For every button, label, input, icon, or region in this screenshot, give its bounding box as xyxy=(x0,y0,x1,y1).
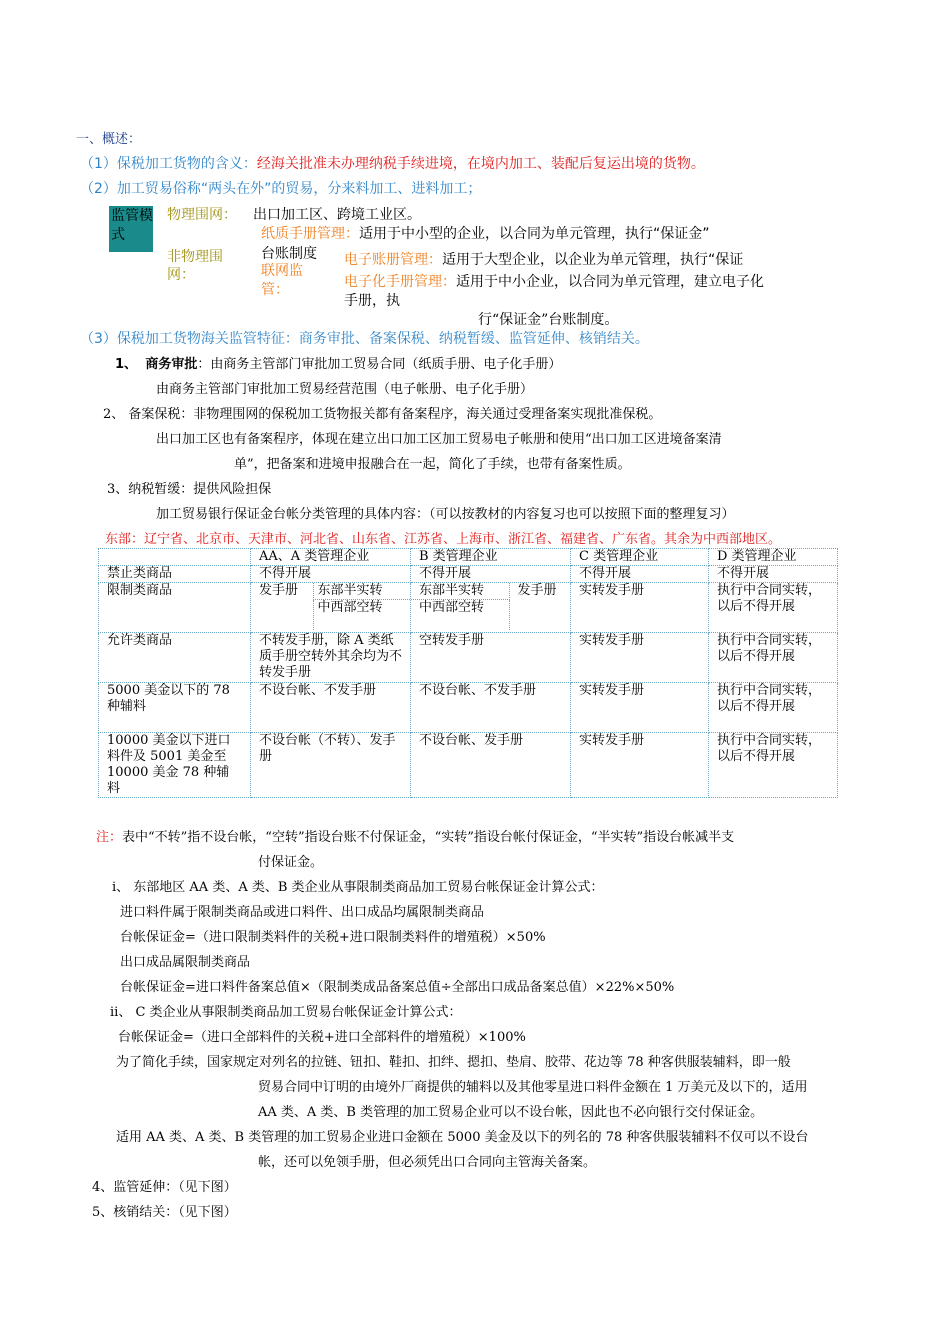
formula-i-line-4: 台帐保证金=进口料件备案总值×（限制类成品备案总值÷全部出口成品备案总值）×22%×50% xyxy=(120,980,675,995)
item-4-line: 4、监管延伸：（见下图） xyxy=(92,1180,237,1195)
table-cell: 实转发手册 xyxy=(571,583,709,633)
table-note-line xyxy=(96,826,734,845)
item-3-line-1: 3、纳税暂缓：提供风险担保 xyxy=(107,482,272,497)
non-physical-fence-label: 非物理围网： xyxy=(167,249,223,283)
item-1-num: 1、 xyxy=(115,357,138,372)
paper-manual-line xyxy=(261,223,710,243)
table-cell: 不设台帐（不转）、发手册 xyxy=(251,733,411,798)
supervision-features-line: （3）保税加工货物海关监管特征：商务审批、备案保税、纳税暂缓、监管延伸、核销结关。 xyxy=(80,331,649,347)
guarantee-classification-table xyxy=(98,548,838,798)
east-region-note: 东部：辽宁省、北京市、天津市、河北省、山东省、江苏省、上海市、浙江省、福建省、广东省。其余为中西部地区。 xyxy=(105,532,782,547)
table-cell: 不转发手册，除 A 类纸质手册空转外其余均为不转发手册 xyxy=(251,633,411,683)
formula-ii-line-6: 帐，还可以免领手册，但必须凭出口合同向主管海关备案。 xyxy=(258,1155,597,1170)
formula-i-line-2: 台帐保证金=（进口限制类料件的关税+进口限制类料件的增殖税）×50% xyxy=(120,930,546,945)
item-1-text: ：由商务主管部门审批加工贸易合同（纸质手册、电子化手册） xyxy=(197,357,562,372)
section-title-overview: 一、概述： xyxy=(76,132,142,147)
e-manual-text-2: 手册，执 xyxy=(344,293,400,309)
supervision-mode-box: 监管模式 xyxy=(109,206,153,252)
table-cell: 空转发手册 xyxy=(411,633,571,683)
e-account-label: 电子账册管理： xyxy=(344,252,442,268)
formula-ii-title: ⅱ、 C 类企业从事限制类商品加工贸易台帐保证金计算公式： xyxy=(110,1005,462,1020)
physical-fence-line xyxy=(167,204,237,224)
physical-fence-text: 出口加工区、跨境工业区。 xyxy=(253,207,421,223)
table-cell: 发手册 xyxy=(517,583,557,598)
table-cell: 执行中合同实转，以后不得开展 xyxy=(709,683,838,733)
note-label: 注： xyxy=(96,830,123,845)
definition-text: 经海关批准未办理纳税手续进境，在境内加工、装配后复运出境的货物。 xyxy=(256,156,705,172)
physical-fence-label: 物理围网： xyxy=(167,207,237,223)
table-cell-split xyxy=(251,583,411,633)
item-2-line-2: 出口加工区也有备案程序，体现在建立出口加工区加工贸易电子帐册和使用“出口加工区进境备案清 xyxy=(156,432,722,447)
e-account-text: 适用于大型企业，以企业为单元管理，执行“保证 xyxy=(442,252,744,268)
formula-i-title: ⅰ、 东部地区 AA 类、A 类、B 类企业从事限制类商品加工贸易台帐保证金计算公式： xyxy=(112,880,604,895)
formula-i-line-1: 进口料件属于限制类商品或进口料件、出口成品均属限制类商品 xyxy=(120,905,485,920)
table-cell: 执行中合同实转，以后不得开展 xyxy=(709,583,838,633)
table-cell: 中西部空转 xyxy=(313,600,410,631)
table-cell: 限制类商品 xyxy=(99,583,251,633)
table-row xyxy=(99,566,838,583)
item-1-line xyxy=(115,353,561,372)
formula-ii-line-3: 贸易合同中订明的由境外厂商提供的辅料以及其他零星进口料件金额在 1 万美元及以下的，适用 xyxy=(258,1080,808,1095)
table-note-line-2: 付保证金。 xyxy=(258,855,324,870)
item-3-line-2: 加工贸易银行保证金台帐分类管理的具体内容：（可以按教材的内容复习也可以按照下面的整理复习） xyxy=(156,507,735,522)
table-cell: 10000 美金以下进口料件及 5001 美金至 10000 美金 78 种辅料 xyxy=(99,733,251,798)
item-2-line-1: 2、 备案保税：非物理围网的保税加工货物报关都有备案程序，海关通过受理备案实现批准保税。 xyxy=(103,407,662,422)
table-cell: 不设台帐、不发手册 xyxy=(251,683,411,733)
table-cell: 5000 美金以下的 78 种辅料 xyxy=(99,683,251,733)
table-cell: 执行中合同实转，以后不得开展 xyxy=(709,733,838,798)
table-cell: 东部半实转 xyxy=(313,583,410,600)
e-manual-text-3: 行“保证金”台账制度。 xyxy=(478,312,619,328)
table-cell: 禁止类商品 xyxy=(99,566,251,583)
e-manual-label: 电子化手册管理： xyxy=(344,274,456,290)
table-cell: 不得开展 xyxy=(709,566,838,583)
processing-trade-line: （2）加工贸易俗称“两头在外”的贸易，分来料加工、进料加工； xyxy=(80,181,482,197)
table-row xyxy=(99,733,838,798)
paper-manual-label: 纸质手册管理： xyxy=(261,226,359,242)
table-cell: 不设台帐、不发手册 xyxy=(411,683,571,733)
formula-ii-line-2: 为了简化手续，国家规定对列名的拉链、钮扣、鞋扣、扣绊、摁扣、垫肩、胶带、花边等 78 种客供服装辅料，即一般 xyxy=(116,1055,791,1070)
formula-ii-line-1: 台帐保证金=（进口全部料件的关税+进口全部料件的增殖税）×100% xyxy=(118,1030,526,1045)
table-cell: 实转发手册 xyxy=(571,633,709,683)
table-cell: 东部半实转 xyxy=(411,583,509,600)
e-account-line xyxy=(344,249,743,269)
table-cell: 不得开展 xyxy=(571,566,709,583)
table-header-cell xyxy=(99,549,251,566)
table-header-cell: B 类管理企业 xyxy=(411,549,571,566)
table-row xyxy=(99,583,838,633)
table-cell: 不得开展 xyxy=(411,566,571,583)
table-header-cell: C 类管理企业 xyxy=(571,549,709,566)
paper-manual-text: 适用于中小型的企业，以合同为单元管理，执行“保证金” xyxy=(359,226,710,242)
table-cell: 实转发手册 xyxy=(571,733,709,798)
formula-ii-line-5: 适用 AA 类、A 类、B 类管理的加工贸易企业进口金额在 5000 美金及以下的列名的 78 种客供服装辅料不仅可以不设台 xyxy=(116,1130,809,1145)
table-cell: 不得开展 xyxy=(251,566,411,583)
table-row xyxy=(99,633,838,683)
e-manual-line xyxy=(344,271,764,291)
table-cell: 不设台帐、发手册 xyxy=(411,733,571,798)
table-cell: 中西部空转 xyxy=(411,600,509,631)
formula-i-line-3: 出口成品属限制类商品 xyxy=(120,955,251,970)
table-header-cell: AA、A 类管理企业 xyxy=(251,549,411,566)
note-text: 表中“不转”指不设台帐，“空转”指设台账不付保证金，“实转”指设台帐付保证金，“半实转”指设台帐减半支 xyxy=(122,830,735,845)
definition-label: （1）保税加工货物的含义： xyxy=(80,156,257,172)
formula-ii-line-4: AA 类、A 类、B 类管理的加工贸易企业可以不设台帐，因此也不必向银行交付保证金。 xyxy=(258,1105,764,1120)
network-supervision-label: 联网监管： xyxy=(261,263,303,298)
definition-line xyxy=(80,153,705,173)
table-cell: 实转发手册 xyxy=(571,683,709,733)
table-cell: 发手册 xyxy=(259,583,299,598)
table-cell-split xyxy=(411,583,571,633)
table-row xyxy=(99,683,838,733)
item-2-line-3: 单”，把备案和进境申报融合在一起，简化了手续，也带有备案性质。 xyxy=(234,457,631,472)
table-cell: 执行中合同实转，以后不得开展 xyxy=(709,633,838,683)
item-5-line: 5、核销结关：（见下图） xyxy=(92,1205,237,1220)
table-header-row xyxy=(99,549,838,566)
table-header-cell: D 类管理企业 xyxy=(709,549,838,566)
item-1-label: 商务审批 xyxy=(145,357,198,372)
e-manual-text: 适用于中小企业，以合同为单元管理，建立电子化 xyxy=(456,274,764,290)
ledger-system-text: 台账制度 xyxy=(261,246,317,262)
item-1-line-2: 由商务主管部门审批加工贸易经营范围（电子帐册、电子化手册） xyxy=(156,382,534,397)
table-cell: 允许类商品 xyxy=(99,633,251,683)
